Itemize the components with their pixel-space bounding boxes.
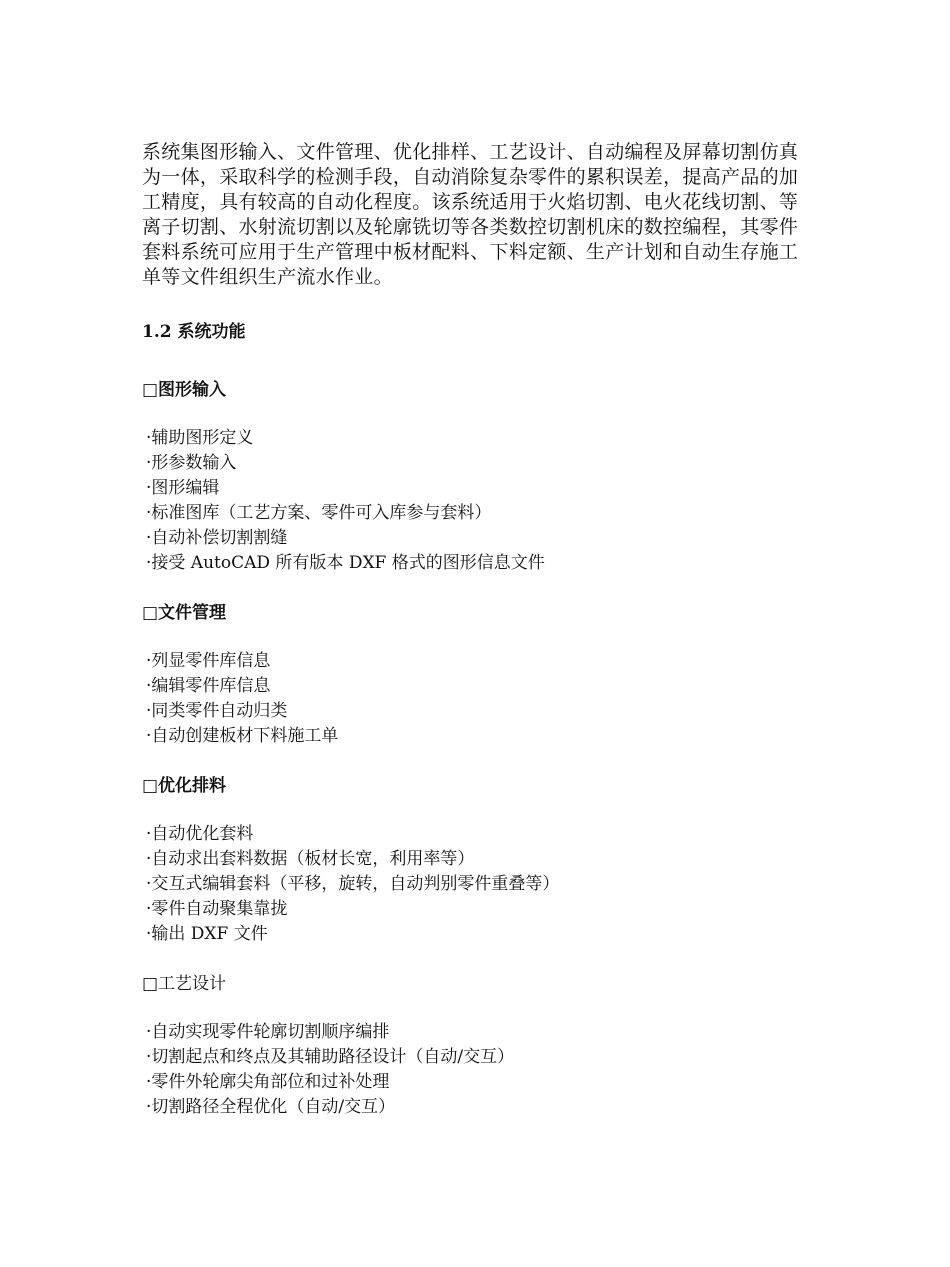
list-item: ·自动优化套料	[146, 824, 254, 844]
intro-line: 系统集图形输入、文件管理、优化排样、工艺设计、自动编程及屏幕切割仿真	[142, 141, 799, 163]
list-item: ·切割起点和终点及其辅助路径设计（自动/交互）	[146, 1047, 515, 1067]
list-item: ·自动补偿切割割缝	[146, 528, 288, 548]
list-item: ·零件外轮廓尖角部位和过补处理	[146, 1072, 390, 1092]
heading-file-management: □文件管理	[142, 603, 227, 623]
list-item: ·辅助图形定义	[146, 428, 254, 448]
intro-line: 工精度，具有较高的自动化程度。该系统适用于火焰切割、电火花线切割、等	[142, 191, 799, 213]
list-item: ·图形编辑	[146, 478, 220, 498]
list-item: ·自动创建板材下料施工单	[146, 726, 339, 746]
list-item: ·标准图库（工艺方案、零件可入库参与套料）	[146, 503, 492, 523]
list-graphic-input	[142, 426, 810, 576]
intro-line: 单等文件组织生产流水作业。	[142, 266, 393, 288]
intro-paragraph	[142, 140, 810, 290]
document-page	[142, 140, 810, 1120]
heading-process-design: □工艺设计	[142, 974, 227, 994]
intro-line: 为一体，采取科学的检测手段，自动消除复杂零件的累积误差，提高产品的加	[142, 166, 799, 188]
list-item: ·自动求出套料数据（板材长宽，利用率等）	[146, 849, 475, 869]
list-item: ·接受 AutoCAD 所有版本 DXF 格式的图形信息文件	[146, 553, 545, 573]
section-title: 1.2 系统功能	[142, 322, 246, 342]
list-optimized-nesting	[142, 822, 810, 947]
list-item: ·零件自动聚集靠拢	[146, 899, 288, 919]
list-item: ·输出 DXF 文件	[146, 924, 268, 944]
list-process-design	[142, 1020, 810, 1120]
list-item: ·自动实现零件轮廓切割顺序编排	[146, 1022, 390, 1042]
list-item: ·编辑零件库信息	[146, 676, 271, 696]
list-item: ·切割路径全程优化（自动/交互）	[146, 1097, 396, 1117]
heading-graphic-input: □图形输入	[142, 380, 227, 400]
list-item: ·同类零件自动归类	[146, 701, 288, 721]
list-item: ·形参数输入	[146, 453, 237, 473]
intro-line: 离子切割、水射流切割以及轮廓铣切等各类数控切割机床的数控编程，其零件	[142, 216, 799, 238]
list-file-management	[142, 649, 810, 749]
heading-optimized-nesting: □优化排料	[142, 776, 227, 796]
list-item: ·列显零件库信息	[146, 651, 271, 671]
list-item: ·交互式编辑套料（平移，旋转，自动判别零件重叠等）	[146, 874, 560, 894]
intro-line: 套料系统可应用于生产管理中板材配料、下料定额、生产计划和自动生存施工	[142, 241, 799, 263]
